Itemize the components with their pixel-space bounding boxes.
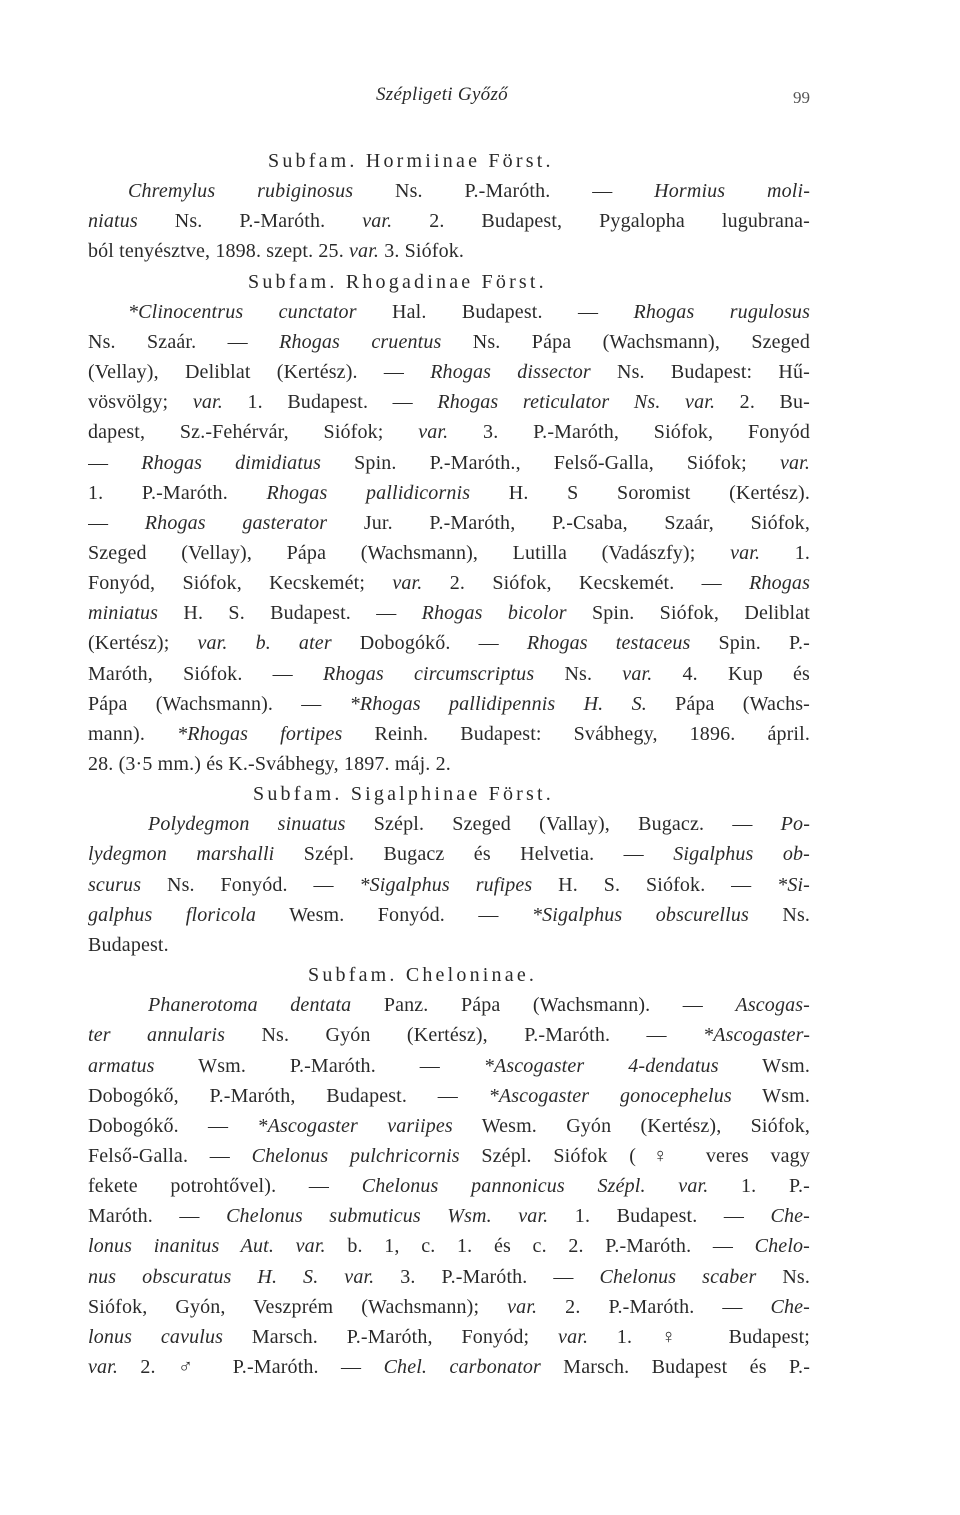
taxon-name: Rhogas circumscriptus [322, 662, 535, 685]
text-line [88, 839, 810, 869]
taxon-name: *Ascogaster- [703, 1024, 810, 1047]
text-line [128, 176, 810, 206]
taxon-name: var. [192, 391, 223, 414]
text-line [88, 206, 810, 236]
text-line [88, 1111, 810, 1141]
text-line [88, 448, 810, 478]
taxon-name: Rhogas [749, 572, 810, 595]
taxon-name: Chelonus submuticus Wsm. var. [226, 1205, 549, 1228]
text-run: Ns. [756, 1265, 810, 1288]
text-line [88, 1201, 810, 1231]
taxon-name: Rhogas dimidiatus [141, 451, 322, 474]
text-run: Wsm. [731, 1084, 810, 1107]
text-run: Ns. Budapest: Hű- [590, 361, 810, 384]
taxon-name: Rhogas cruentus [279, 330, 442, 353]
taxon-name: Sigalphus ob- [673, 843, 810, 866]
subfamily-heading [308, 960, 810, 990]
text-run: Szeged (Vellay), Pápa (Wachsmann), Lutilla (Vadászfy); [88, 541, 731, 564]
taxon-name: *Clinocentrus cunctator [128, 300, 357, 323]
taxon-name: var. b. ater [197, 632, 332, 655]
taxon-name: *Ascogaster variipes [257, 1114, 453, 1137]
taxon-name: Rhogas gasterator [144, 511, 328, 534]
text-run: dapest, Sz.-Fehérvár, Siófok; [88, 421, 419, 444]
taxon-name: *Ascogaster 4-dendatus [483, 1054, 719, 1077]
text-run: Szépl. Szeged (Vallay), Bugacz. — [345, 813, 781, 836]
text-run: Spin. P.- [690, 632, 810, 655]
text-run: 1. [760, 541, 810, 564]
text-run: Subfam. Hormiinae Först. [268, 150, 554, 172]
text-line [88, 1051, 810, 1081]
text-line [88, 1171, 810, 1201]
taxon-name: ter annularis [88, 1024, 226, 1047]
running-head [0, 84, 960, 114]
text-run: Spin. Siófok, Deliblat [566, 602, 810, 625]
text-line [88, 1231, 810, 1261]
text-run: Szépl. Siófok (♀ veres vagy [459, 1144, 810, 1167]
text-run: Budapest. [88, 933, 169, 956]
subfamily-heading [253, 779, 810, 809]
text-line [88, 628, 810, 658]
text-run: Ns. Szaár. — [88, 330, 280, 353]
taxon-name: var. [362, 210, 393, 233]
text-run: Ns. Gyón (Kertész), P.-Maróth. — [225, 1024, 704, 1047]
taxon-name: Chelonus scaber [599, 1265, 757, 1288]
text-run: H. S. Budapest. — [158, 602, 422, 625]
taxon-name: *Rhogas pallidipennis H. S. [349, 692, 647, 715]
text-run: 1. ♀ Budapest; [588, 1325, 810, 1348]
text-run: Hal. Budapest. — [356, 300, 634, 323]
taxon-name: var. [730, 541, 761, 564]
text-run: 28. (3·5 mm.) és K.-Svábhegy, 1897. máj. 2. [88, 753, 451, 775]
taxon-name: *Sigalphus obscurellus [531, 903, 749, 926]
text-line [88, 749, 810, 779]
text-run: Maróth, Siófok. — [88, 662, 323, 685]
taxon-name: var. [418, 421, 449, 444]
taxon-name: miniatus [88, 602, 159, 625]
text-run: Ns. [534, 662, 623, 685]
taxon-name: galphus floricola [88, 903, 257, 926]
text-line [88, 1292, 810, 1322]
text-line [128, 297, 810, 327]
text-run: 3. Siófok. [379, 240, 465, 263]
taxon-name: var. [392, 572, 423, 595]
taxon-name: Chelonus pannonicus Szépl. var. [361, 1175, 709, 1198]
taxon-name: Polydegmon sinuatus [148, 813, 346, 836]
taxon-name: Rhogas rugulosus [633, 300, 810, 323]
text-line [88, 568, 810, 598]
taxon-name: Che- [770, 1205, 810, 1228]
taxon-name: Che- [770, 1295, 810, 1318]
page-number: 99 [793, 88, 810, 107]
text-line [88, 1081, 810, 1111]
taxon-name: scurus [88, 873, 142, 896]
text-run: Dobogókő, P.-Maróth, Budapest. — [88, 1084, 489, 1107]
text-line [148, 809, 810, 839]
taxon-name: Phanerotoma dentata [148, 994, 352, 1017]
text-run: 3. P.-Maróth. — [374, 1265, 600, 1288]
taxon-name: var. [622, 662, 653, 685]
text-run: fekete potrohtővel). — [88, 1175, 362, 1198]
text-run: Felső-Galla. — [88, 1144, 252, 1167]
text-run: ból tenyésztve, 1898. szept. 25. [88, 240, 350, 263]
text-line [88, 417, 810, 447]
text-run: 2. Bu- [715, 391, 810, 414]
text-run: 2. P.-Maróth. — [537, 1295, 771, 1318]
taxon-name: Hormius moli- [654, 180, 810, 203]
text-line [88, 327, 810, 357]
text-run: (Vellay), Deliblat (Kertész). — [88, 361, 431, 384]
taxon-name: Rhogas reticulator Ns. var. [437, 391, 716, 414]
text-run: 1. P.- [708, 1175, 810, 1198]
text-line [88, 1322, 810, 1352]
running-head-author: Szépligeti Győző [376, 84, 508, 105]
taxon-name: *Si- [777, 873, 810, 896]
text-run: Wsm. [718, 1054, 810, 1077]
taxon-name: Rhogas bicolor [421, 602, 567, 625]
text-run: Szépl. Bugacz és Helvetia. — [274, 843, 674, 866]
text-run: Subfam. Rhogadinae Först. [248, 270, 547, 293]
text-run: 1. P.-Maróth. [88, 481, 267, 504]
text-run: — [88, 451, 142, 474]
text-run: Panz. Pápa (Wachsmann). — [351, 994, 736, 1017]
text-line [88, 689, 810, 719]
taxon-name: Po- [780, 813, 810, 836]
text-run: Subfam. Cheloninae. [308, 964, 538, 987]
text-run: Reinh. Budapest: Svábhegy, 1896. ápril. [342, 722, 810, 745]
taxon-name: Ascogas- [735, 994, 810, 1017]
text-run: Ns. P.-Maróth. [137, 210, 363, 233]
text-line [88, 387, 810, 417]
taxon-name: nus obscuratus H. S. var. [88, 1265, 375, 1288]
taxon-name: lonus cavulus [88, 1325, 224, 1348]
text-line [88, 719, 810, 749]
taxon-name: lydegmon marshalli [88, 843, 275, 866]
text-line [88, 1020, 810, 1050]
taxon-name: Rhogas pallidicornis [266, 481, 471, 504]
taxon-name: *Ascogaster gonocephelus [488, 1084, 732, 1107]
taxon-name: var. [779, 451, 810, 474]
text-run: mann). [88, 722, 178, 745]
subfamily-heading [248, 267, 810, 297]
taxon-name: *Sigalphus rufipes [359, 873, 533, 896]
taxon-name: var. [507, 1295, 538, 1318]
taxon-name: Chelo- [754, 1235, 810, 1258]
text-run: Siófok, Gyón, Veszprém (Wachsmann); [88, 1295, 508, 1318]
text-run: Ns. [748, 903, 810, 926]
text-line [88, 1262, 810, 1292]
text-run: Fonyód, Siófok, Kecskemét; [88, 572, 393, 595]
text-line [88, 478, 810, 508]
text-run: Pápa (Wachs- [646, 692, 810, 715]
taxon-name: Rhogas testaceus [526, 632, 691, 655]
taxon-name: var. [88, 1356, 119, 1378]
text-run: Subfam. Sigalphinae Först. [253, 783, 554, 806]
text-run: Jur. P.-Maróth, P.-Csaba, Szaár, Siófok, [327, 511, 810, 534]
text-run: (Kertész); [88, 632, 198, 655]
text-run: 1. Budapest. — [548, 1205, 771, 1228]
subfamily-heading [268, 146, 810, 176]
text-run: 2. Budapest, Pygalopha lugubrana- [392, 210, 810, 233]
text-run: H. S Soromist (Kertész). [470, 481, 810, 504]
text-run: Maróth. — [88, 1205, 227, 1228]
text-line [88, 357, 810, 387]
text-run: Marsch. Budapest és P.- [540, 1356, 810, 1378]
text-run: Wesm. Gyón (Kertész), Siófok, [452, 1114, 810, 1137]
taxon-name: Chremylus rubiginosus [128, 180, 354, 203]
taxon-name: armatus [88, 1054, 155, 1077]
text-line [88, 659, 810, 689]
taxon-name: Rhogas dissector [430, 361, 591, 384]
text-run: — [88, 511, 145, 534]
text-line [88, 538, 810, 568]
text-line [88, 236, 810, 266]
taxon-name: var. [349, 240, 380, 263]
text-run: 1. Budapest. — [222, 391, 438, 414]
text-run: Marsch. P.-Maróth, Fonyód; [223, 1325, 559, 1348]
text-run: Wsm. P.-Maróth. — [154, 1054, 484, 1077]
taxon-name: Chel. carbonator [383, 1356, 541, 1378]
text-run: Ns. Fonyód. — [141, 873, 360, 896]
text-run: H. S. Siófok. — [532, 873, 778, 896]
taxon-name: var. [558, 1325, 589, 1348]
text-run: Dobogókő. — [331, 632, 527, 655]
text-line [88, 1352, 810, 1382]
taxon-name: lonus inanitus Aut. var. [88, 1235, 326, 1258]
text-run: Ns. P.-Maróth. — [353, 180, 655, 203]
text-run: Ns. Pápa (Wachsmann), Szeged [441, 330, 810, 353]
text-line [88, 930, 810, 960]
text-run: vösvölgy; [88, 391, 193, 414]
text-line [88, 870, 810, 900]
text-line [88, 1141, 810, 1171]
text-run: 3. P.-Maróth, Siófok, Fonyód [448, 421, 810, 444]
text-line [148, 990, 810, 1020]
text-line [88, 508, 810, 538]
text-run: Spin. P.-Maróth., Felső-Galla, Siófok; [321, 451, 780, 474]
text-run: Pápa (Wachsmann). — [88, 692, 350, 715]
text-run: Dobogókő. — [88, 1114, 258, 1137]
text-run: 2. ♂ P.-Maróth. — [118, 1356, 384, 1378]
text-run: b. 1, c. 1. és c. 2. P.-Maróth. — [325, 1235, 755, 1258]
taxon-name: niatus [88, 210, 138, 233]
text-line [88, 598, 810, 628]
text-line [88, 900, 810, 930]
taxon-name: Chelonus pulchricornis [251, 1144, 460, 1167]
text-run: Wesm. Fonyód. — [256, 903, 532, 926]
text-run: 2. Siófok, Kecskemét. — [422, 572, 750, 595]
taxon-name: *Rhogas fortipes [177, 722, 343, 745]
text-run: 4. Kup és [652, 662, 810, 685]
